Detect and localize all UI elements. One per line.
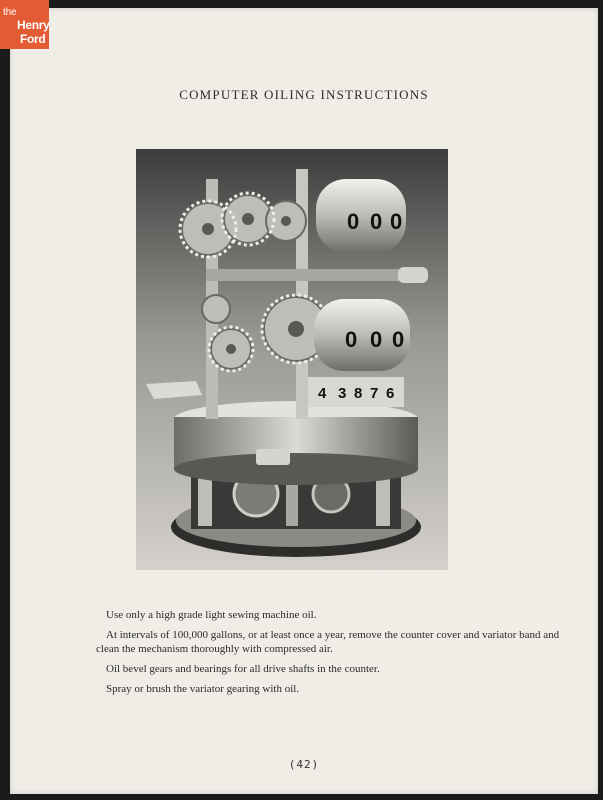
page-number: (42) (288, 758, 320, 771)
svg-text:0: 0 (370, 327, 383, 352)
svg-text:0: 0 (347, 209, 360, 234)
document-page (10, 8, 598, 794)
svg-text:0: 0 (345, 327, 358, 352)
instruction-paragraph: Oil bevel gears and bearings for all drive shafts in the counter. (106, 663, 380, 675)
henry-ford-logo (0, 0, 49, 49)
svg-text:0: 0 (390, 209, 403, 234)
instructions-block (96, 608, 566, 702)
counter-digit-1: 4 (318, 385, 327, 402)
logo-line-ford: Ford (20, 32, 46, 46)
page-title: COMPUTER OILING INSTRUCTIONS (179, 87, 429, 102)
instruction-paragraph: Use only a high grade light sewing machine oil. (106, 609, 317, 621)
instruction-paragraph: At intervals of 100,000 gallons, or at least once a year, remove the counter cover and variator band and clean the mechanism thoroughly with compressed air. (96, 629, 560, 655)
logo-line-the: the (3, 7, 17, 18)
logo-line-henry: Henry (17, 18, 50, 32)
computer-mechanism-photo (136, 149, 448, 570)
instruction-paragraph: Spray or brush the variator gearing with oil. (106, 683, 300, 695)
counter-digit-2: 3 (338, 385, 347, 402)
counter-digit-5: 6 (386, 385, 395, 402)
svg-text:0: 0 (392, 327, 405, 352)
counter-digit-4: 7 (370, 385, 379, 402)
counter-digit-3: 8 (354, 385, 363, 402)
svg-text:0: 0 (370, 209, 383, 234)
